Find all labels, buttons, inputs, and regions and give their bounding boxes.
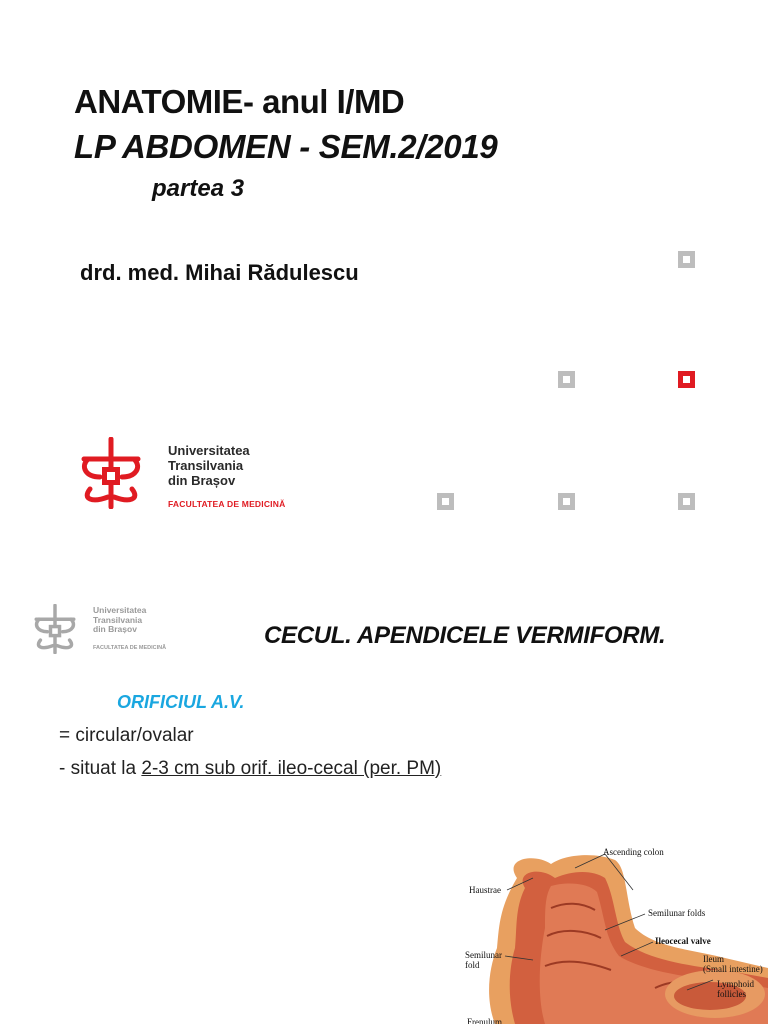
slide1-title: ANATOMIE- anul I/MD: [74, 83, 405, 120]
label-semilunar-folds: Semilunar folds: [648, 908, 706, 918]
faculty-name: FACULTATEA DE MEDICINĂ: [168, 499, 286, 509]
label-frenulum: Frenulum: [467, 1017, 502, 1024]
label-ileum: Ileum (Small intestine): [703, 954, 763, 974]
underlined-measurement: 2-3 cm sub orif. ileo-cecal (per. PM): [141, 758, 442, 779]
decor-square: [558, 371, 575, 388]
decor-square: [558, 493, 575, 510]
slide1-author: drd. med. Mihai Rădulescu: [80, 260, 359, 285]
decor-square: [678, 493, 695, 510]
university-name: Universitatea Transilvania din Brașov: [168, 443, 250, 488]
label-ileocecal-valve: Ileocecal valve: [655, 936, 711, 946]
label-lymphoid-follicles: Lymphoid follicles: [717, 979, 755, 999]
slide2-title: CECUL. APENDICELE VERMIFORM.: [264, 622, 666, 649]
university-emblem-gray-icon: [32, 604, 78, 654]
university-name-small: Universitatea Transilvania din Brașov: [93, 605, 147, 634]
cecum-illustration: [455, 838, 768, 1024]
slide1-part: partea 3: [152, 175, 245, 202]
section-subheading: ORIFICIUL A.V.: [117, 692, 245, 712]
decor-square: [678, 251, 695, 268]
body-line-location: - situat la 2-3 cm sub orif. ileo-cecal (per. PM): [59, 758, 442, 779]
label-semilunar-fold: Semilunar fold: [465, 950, 502, 970]
decor-square-red: [678, 371, 695, 388]
body-line-shape: = circular/ovalar: [59, 725, 194, 746]
faculty-name-small: FACULTATEA DE MEDICINĂ: [93, 645, 167, 651]
label-ascending-colon: Ascending colon: [603, 847, 664, 857]
decor-square: [437, 493, 454, 510]
label-haustrae: Haustrae: [469, 885, 501, 895]
university-emblem-icon: [78, 437, 144, 509]
slide1-subtitle: LP ABDOMEN - SEM.2/2019: [74, 128, 498, 165]
